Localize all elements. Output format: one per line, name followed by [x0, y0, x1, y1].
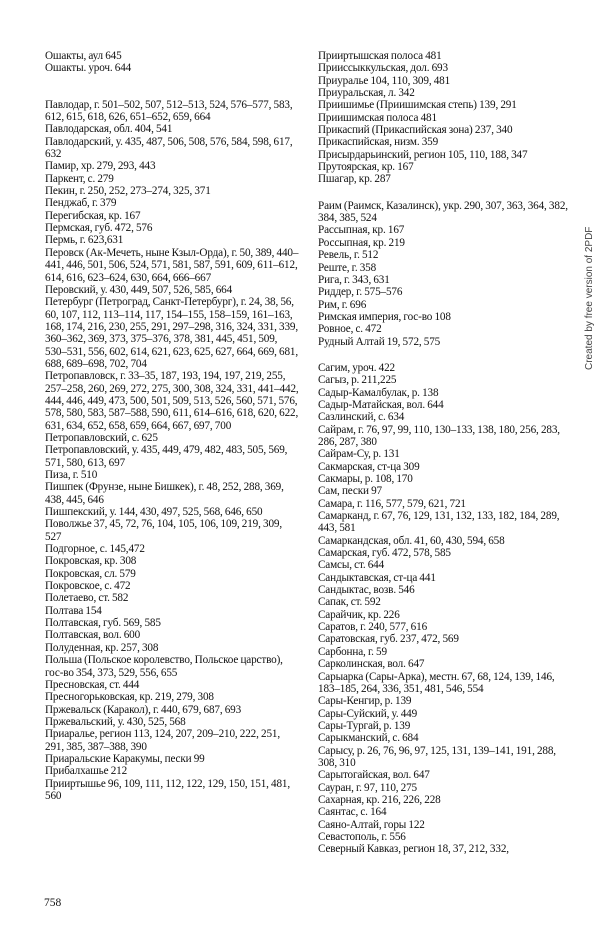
index-entry: Сам, пески 97 — [318, 485, 382, 498]
index-entry: Пшагар, кр. 287 — [318, 173, 391, 186]
index-entry: Прикаспийская, низм. 359 — [318, 136, 439, 149]
page-number: 758 — [44, 897, 62, 909]
index-entry: Саянтас, с. 164 — [318, 806, 387, 819]
index-entry: Сарытогайская, вол. 647 — [318, 769, 430, 782]
index-entry: Перегибская, кр. 167 — [45, 209, 141, 222]
index-entry: Покровское, с. 472 — [45, 580, 131, 593]
index-entry: Римская империя, гос-во 108 — [318, 310, 451, 323]
index-entry: Риддер, г. 575–576 — [318, 286, 403, 299]
index-entry: Пишпекский, у. 144, 430, 497, 525, 568, 646, 650 — [45, 506, 263, 519]
index-entry: Северный Кавказ, регион 18, 37, 212, 332, — [318, 843, 509, 856]
index-entry: Сауран, г. 97, 110, 275 — [318, 781, 417, 794]
index-entry: Самарканд, г. 67, 76, 129, 131, 132, 133, 182, 184, 289, 443, 581 — [318, 510, 560, 535]
index-entry: Польша (Польское королевство, Польское царство), гос-во 354, 373, 529, 556, 655 — [45, 654, 283, 679]
index-entry: Сагыз, р. 211,225 — [318, 374, 397, 387]
index-entry: Сарбонна, г. 59 — [318, 645, 387, 658]
index-entry: Приисcыккульская, дол. 693 — [318, 62, 448, 75]
index-entry: Полтавская, вол. 600 — [45, 629, 141, 642]
index-entry: Сары-Тургай, р. 139 — [318, 719, 411, 732]
index-entry: Павлодарская, обл. 404, 541 — [45, 123, 173, 136]
index-entry: Сазлинский, с. 634 — [318, 411, 405, 424]
index-entry: Сахарная, кр. 216, 226, 228 — [318, 793, 441, 806]
index-entry: Петропавловск, г. 33–35, 187, 193, 194, 197, 219, 255, 257–258, 260, 269, 272, 275, 300, 308, 324, 331, 441–442, 444, 446, 449, 473, 500, 501, 509, 513, 526, 560, 571, 576, 578, 580, 583, 587–588, 590, 611, 614–616, 618, 620, 622, 631, 634, 652, 658, 659, 664, 667, 697, 700 — [45, 370, 299, 432]
index-entry: Приаральские Каракумы, пески 99 — [45, 752, 205, 765]
index-entry: Петербург (Петроград, Санкт-Петербург), г. 24, 38, 56, 60, 107, 112, 113–114, 117, 154–155, 158–159, 161–163, 168, 174, 216, 230, 255, 291, 297–298, 316, 324, 331, 339, 360–362, 369, 373, 375–376, 378, 381, 445, 451, 509, 530–531, 556, 602, 614, 621, 623, 625, 627, 664, 669, 681, 688, 689–698, 702, 704 — [45, 296, 299, 370]
index-group — [318, 362, 572, 856]
index-entry: Пиза, г. 510 — [45, 469, 98, 481]
index-entry: Сапак, ст. 592 — [318, 596, 381, 609]
index-entry: Сандыктас, возв. 546 — [318, 584, 415, 597]
index-entry: Покровская, кр. 308 — [45, 555, 137, 568]
index-entry: Приуральская, л. 342 — [318, 87, 415, 100]
index-entry: Прииртышская полоса 481 — [318, 50, 442, 62]
index-entry: Полуденная, кр. 257, 308 — [45, 641, 159, 654]
index-entry: Садыр-Камалбулак, р. 138 — [318, 386, 439, 399]
index-group — [45, 99, 299, 803]
index-entry: Полтава 154 — [45, 604, 102, 617]
index-entry: Поволжье 37, 45, 72, 76, 104, 105, 106, 109, 219, 309, 527 — [45, 518, 282, 543]
index-entry: Павлодарский, у. 435, 487, 506, 508, 576, 584, 598, 617, 632 — [45, 135, 293, 161]
index-entry: Ревель, г. 512 — [318, 249, 379, 262]
index-entry: Садыр-Матайская, вол. 644 — [318, 398, 444, 411]
index-group — [45, 50, 299, 75]
index-entry: Перовский, у. 430, 449, 507, 526, 585, 664 — [45, 283, 233, 296]
index-entry: Самаркандская, обл. 41, 60, 430, 594, 658 — [318, 534, 505, 547]
index-entry: Подгорное, с. 145,472 — [45, 543, 145, 556]
index-entry: Россыпная, кр. 219 — [318, 236, 405, 249]
index-entry: Павлодар, г. 501–502, 507, 512–513, 524, 576–577, 583, 612, 615, 618, 626, 651–652, 659, 664 — [45, 98, 293, 124]
index-entry: Ошакты, аул 645 — [45, 50, 122, 62]
index-entry: Сары-Суйский, у. 449 — [318, 707, 418, 720]
index-entry: Паркент, с. 279 — [45, 172, 114, 185]
index-entry: Реште, г. 358 — [318, 261, 377, 274]
index-entry: Полтавская, губ. 569, 585 — [45, 617, 161, 630]
index-entry: Сакмарская, ст-ца 309 — [318, 460, 420, 473]
index-entry: Присырдарьинский, регион 105, 110, 188, 347 — [318, 148, 528, 161]
index-entry: Пресногорьковская, кр. 219, 279, 308 — [45, 691, 214, 704]
index-entry: Прикаспий (Прикаспийская зона) 237, 340 — [318, 124, 513, 137]
index-entry: Севастополь, г. 556 — [318, 830, 406, 843]
index-entry: Сары-Кенгир, р. 139 — [318, 695, 412, 708]
index-entry: Памир, хр. 279, 293, 443 — [45, 160, 156, 173]
index-entry: Сарыкманский, с. 684 — [318, 732, 419, 745]
index-entry: Пишпек (Фрунзе, ныне Бишкек), г. 48, 252, 288, 369, 438, 445, 646 — [45, 481, 284, 506]
index-entry: Раим (Раимск, Казалинск), укр. 290, 307, 363, 364, 382, 384, 385, 524 — [318, 199, 568, 225]
index-entry: Прутоярская, кр. 167 — [318, 161, 414, 174]
index-entry: Сарколинская, вол. 647 — [318, 658, 425, 671]
index-entry: Пржевальск (Каракол), г. 440, 679, 687, 693 — [45, 703, 242, 716]
index-entry: Пермь, г. 623,631 — [45, 234, 124, 247]
index-entry: Рассыпная, кр. 167 — [318, 224, 405, 237]
index-entry: Сайрам-Су, р. 131 — [318, 448, 400, 461]
index-entry: Сарысу, р. 26, 76, 96, 97, 125, 131, 139–141, 191, 288, 308, 310 — [318, 744, 556, 769]
index-entry: Сайрам, г. 76, 97, 99, 110, 130–133, 138, 180, 256, 283, 286, 287, 380 — [318, 423, 560, 448]
index-entry: Петропавловский, с. 625 — [45, 431, 158, 444]
index-entry: Пржевальский, у. 430, 525, 568 — [45, 715, 186, 728]
index-entry: Рудный Алтай 19, 572, 575 — [318, 335, 441, 348]
index-entry: Прииртышье 96, 109, 111, 112, 122, 129, 150, 151, 481, 560 — [45, 777, 291, 802]
index-entry: Самарская, губ. 472, 578, 585 — [318, 547, 451, 560]
index-entry: Сакмары, р. 108, 170 — [318, 473, 413, 485]
index-entry: Саяно-Алтай, горы 122 — [318, 818, 425, 831]
index-entry: Петропавловский, у. 435, 449, 479, 482, 483, 505, 569, 571, 580, 613, 697 — [45, 444, 288, 469]
index-entry: Полетаево, ст. 582 — [45, 592, 129, 605]
index-entry: Приишимская полоса 481 — [318, 111, 437, 124]
index-entry: Пресновская, ст. 444 — [45, 678, 140, 691]
left-column — [45, 50, 299, 802]
index-entry: Рига, г. 343, 631 — [318, 273, 390, 286]
index-entry: Сарайчик, кр. 226 — [318, 608, 400, 621]
index-entry: Самсы, ст. 644 — [318, 559, 385, 572]
index-entry: Саратов, г. 240, 577, 616 — [318, 621, 428, 634]
index-entry: Приаралье, регион 113, 124, 207, 209–210, 222, 251, 291, 385, 387–388, 390 — [45, 728, 281, 753]
index-group — [318, 50, 572, 186]
index-entry: Пенджаб, г. 379 — [45, 197, 117, 210]
index-entry: Ровное, с. 472 — [318, 323, 382, 336]
index-entry: Пермская, губ. 472, 576 — [45, 222, 153, 235]
index-entry: Приишимье (Приишимская степь) 139, 291 — [318, 99, 517, 112]
index-entry: Покровская, сл. 579 — [45, 567, 136, 580]
index-entry: Перовск (Ак-Мечеть, ныне Кзыл-Орда), г. 50, 389, 440–441, 446, 501, 506, 524, 571, 581, 587, 591, 609, 611–612, 614, 616, 623–624, 630, 664, 666–667 — [45, 246, 299, 284]
index-entry: Пекин, г. 250, 252, 273–274, 325, 371 — [45, 185, 211, 198]
index-entry: Сандыктавская, ст-ца 441 — [318, 571, 436, 584]
index-entry: Саратовская, губ. 237, 472, 569 — [318, 633, 459, 646]
index-entry: Сарыарка (Сары-Арка), местн. 67, 68, 124, 139, 146, 183–185, 264, 336, 351, 481, 546, 554 — [318, 670, 555, 695]
index-entry: Рим, г. 696 — [318, 298, 367, 311]
index-entry: Самара, г. 116, 577, 579, 621, 721 — [318, 497, 466, 510]
index-entry: Сагим, уроч. 422 — [318, 361, 395, 374]
right-column — [318, 50, 572, 856]
index-entry: Ошакты. уроч. 644 — [45, 62, 132, 75]
index-group — [318, 200, 572, 348]
index-entry: Прибалхашье 212 — [45, 765, 128, 778]
index-entry: Приуралье 104, 110, 309, 481 — [318, 74, 451, 87]
watermark: Created by free version of 2PDF — [584, 226, 595, 370]
